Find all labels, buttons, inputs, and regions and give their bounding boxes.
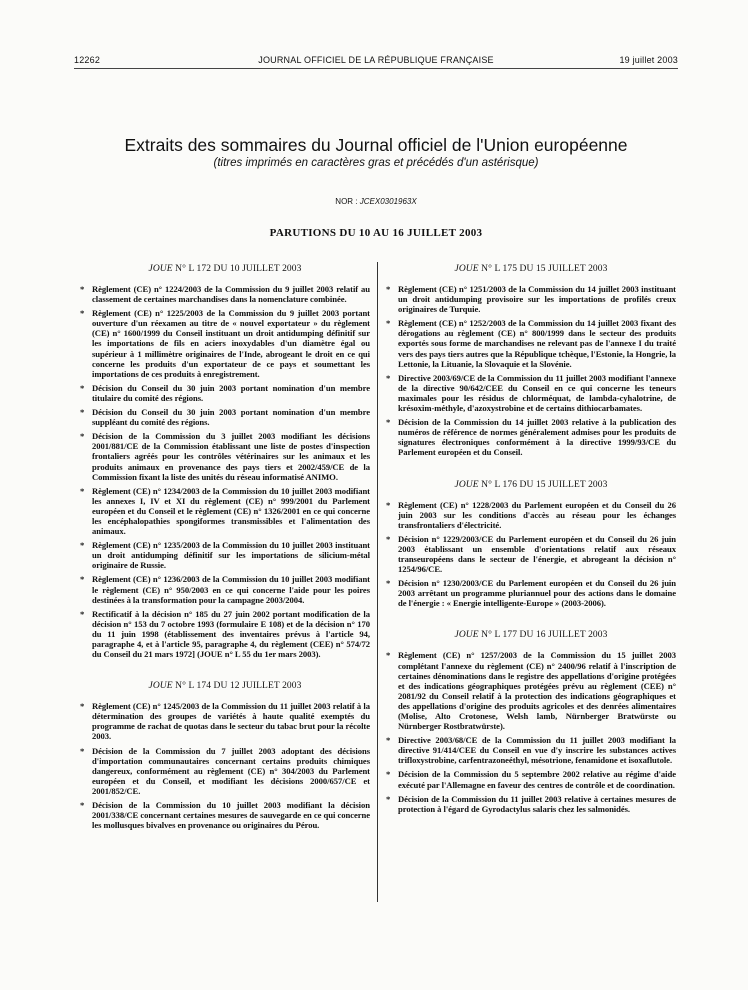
issue-journal: JOUE xyxy=(454,264,479,274)
summary-entry xyxy=(80,701,370,741)
entry-text: Directive 2003/69/CE de la Commission du 11 juillet 2003 modifiant l'annexe de la directive 90/642/CEE du Conseil en ce qui concerne les teneurs maximales pour les résidus de chlorméquat, de lambda-cyhalotrine, de krésoxim-méthyle, d'azoxystrobine et de certains dithiocarbamates. xyxy=(398,372,676,414)
asterisk-marker: * xyxy=(386,735,391,746)
entry-text: Règlement (CE) n° 1225/2003 de la Commission du 9 juillet 2003 portant ouverture d'un réexamen au titre de « nouvel exportateur » du règlement (CE) n° 1600/1999 du Conseil instituant un droit antidumping définitif sur les importations de fils en aciers inoxydables d'un diamètre égal ou supérieur à 1 millimètre originaires de l'Inde, abrogeant le droit en ce qui concerne les produits d'un exportateur de ce pays et soumettant les importations de ces produits à enregistrement. xyxy=(92,308,370,379)
entry-text: Règlement (CE) n° 1234/2003 de la Commission du 10 juillet 2003 modifiant les annexes I, IV et XI du règlement (CE) n° 999/2001 du Parlement européen et du Conseil et le règlement (CE) n° 1326/2001 en ce qui concerne les encéphalopathies spongiformes transmissibles et l'alimentation des animaux. xyxy=(92,485,370,537)
header-rule xyxy=(74,68,678,69)
left-column xyxy=(80,258,370,834)
running-header xyxy=(74,55,678,69)
summary-entry xyxy=(80,800,370,830)
entry-text: Décision de la Commission du 7 juillet 2003 adoptant des décisions d'importation communautaires concernant certains produits chimiques dangereux, conformément au règlement (CE) n° 304/2003 du Parlement européen et du Conseil, et modifiant les décisions 2000/657/CE et 2001/852/CE. xyxy=(92,745,370,796)
asterisk-marker: * xyxy=(386,578,391,589)
entry-text: Règlement (CE) n° 1235/2003 de la Commission du 10 juillet 2003 instituant un droit antidumping définitif sur les importations de silicium-métal originaire de Russie. xyxy=(92,540,370,571)
issue-number-date: N° L 172 DU 10 JUILLET 2003 xyxy=(175,264,302,274)
asterisk-marker: * xyxy=(386,417,391,428)
entry-text: Règlement (CE) n° 1236/2003 de la Commission du 10 juillet 2003 modifiant le règlement (CE) n° 950/2003 en ce qui concerne l'aide pour les poires destinées à la transformation pour la campagne 2003/2004. xyxy=(92,574,370,605)
issue-number-date: N° L 175 DU 15 JUILLET 2003 xyxy=(481,264,608,274)
section-gap xyxy=(386,612,676,624)
entry-text: Règlement (CE) n° 1245/2003 de la Commission du 11 juillet 2003 relatif à la détermination des groupes de variétés à haute qualité exemptés du programme de rachat de quotas dans le secteur du tabac brut pour la récolte 2003. xyxy=(92,701,370,742)
entry-text: Décision n° 1230/2003/CE du Parlement européen et du Conseil du 26 juin 2003 arrêtant un programme pluriannuel pour des actions dans le domaine de l'énergie : « Energie intelligente-Europe » (2003-2006). xyxy=(398,578,676,609)
asterisk-marker: * xyxy=(80,382,85,393)
summary-entry xyxy=(386,794,676,814)
entry-text: Décision de la Commission du 10 juillet 2003 modifiant la décision 2001/338/CE concernant certaines mesures de sauvegarde en ce qui concerne les mollusques bivalves en provenance ou originaires du Pérou. xyxy=(92,800,370,831)
summary-entry xyxy=(386,735,676,765)
asterisk-marker: * xyxy=(80,574,85,585)
nor-code: JCEX0301963X xyxy=(359,197,417,206)
asterisk-marker: * xyxy=(80,308,85,319)
issue-heading xyxy=(80,264,370,274)
journal-name: JOURNAL OFFICIEL DE LA RÉPUBLIQUE FRANÇAISE xyxy=(258,55,494,65)
issue-heading xyxy=(80,681,370,691)
issue-journal: JOUE xyxy=(148,681,173,692)
issue-heading xyxy=(386,630,676,640)
summary-entry xyxy=(80,746,370,796)
asterisk-marker: * xyxy=(80,745,85,756)
asterisk-marker: * xyxy=(80,540,85,551)
issue-number-date: N° L 177 DU 16 JUILLET 2003 xyxy=(481,630,608,641)
entry-text: Décision de la Commission du 5 septembre 2002 relative au régime d'aide exécuté par l'Allemagne en faveur des centres de contrôle et de coordination. xyxy=(398,769,676,790)
issue-journal: JOUE xyxy=(454,479,479,490)
summary-entry xyxy=(80,284,370,304)
entry-text: Décision de la Commission du 14 juillet 2003 relative à la publication des numéros de référence de normes généralement admises pour les produits de signatures électroniques conformément à la directive 1999/93/CE du Parlement européen et du Conseil. xyxy=(398,417,676,458)
section-gap xyxy=(80,663,370,675)
entry-text: Décision n° 1229/2003/CE du Parlement européen et du Conseil du 26 juin 2003 établissant un ensemble d'orientations relatif aux réseaux transeuropéens dans le secteur de l'énergie, et abrogeant la décision n° 1254/96/CE. xyxy=(398,533,676,575)
page-subtitle: (titres imprimés en caractères gras et précédés d'un astérisque) xyxy=(213,157,539,169)
summary-entry xyxy=(80,383,370,403)
summary-entry xyxy=(386,417,676,457)
issue-journal: JOUE xyxy=(148,264,173,274)
summary-entry xyxy=(80,308,370,379)
entry-text: Décision du Conseil du 30 juin 2003 portant nomination d'un membre suppléant du comité des régions. xyxy=(92,407,370,428)
summary-entry xyxy=(386,650,676,731)
nor-reference xyxy=(74,197,678,206)
summary-entry xyxy=(80,407,370,427)
asterisk-marker: * xyxy=(80,284,85,294)
asterisk-marker: * xyxy=(386,284,391,294)
entry-text: Directive 2003/68/CE de la Commission du 11 juillet 2003 modifiant la directive 91/414/CEE du Conseil en vue d'y inscrire les substances actives trifloxystrobine, carfentrazoneéthyl, mésotrione, fenamidone et isoxaflutole. xyxy=(398,735,676,766)
page-number: 12262 xyxy=(74,55,101,65)
entry-text: Décision de la Commission du 11 juillet 2003 relative à certaines mesures de protection à l'égard de Gyrodactylus salaris chez les salmonidés. xyxy=(398,793,676,814)
summary-entry xyxy=(80,431,370,481)
summary-entry xyxy=(386,769,676,789)
entry-text: Règlement (CE) n° 1228/2003 du Parlement européen et du Conseil du 26 juin 2003 sur les conditions d'accès au réseau pour les échanges transfrontaliers d'électricité. xyxy=(398,499,676,530)
asterisk-marker: * xyxy=(386,769,391,780)
issue-journal: JOUE xyxy=(454,630,479,641)
issue-heading xyxy=(386,264,676,274)
entry-text: Rectificatif à la décision n° 185 du 27 juin 2002 portant modification de la décision n° 153 du 7 octobre 1993 (formulaire E 108) et de la décision n° 170 du 11 juin 1998 (établissement des inventaires prévus à l'article 94, paragraphe 4, et à l'article 95, paragraphe 4, du règlement (CEE) n° 574/72 du Conseil du 21 mars 1972] (JOUE n° L 55 du 1er mars 2003). xyxy=(92,608,370,660)
asterisk-marker: * xyxy=(386,533,391,544)
column-divider xyxy=(377,262,378,902)
asterisk-marker: * xyxy=(386,650,391,661)
section-heading: PARUTIONS DU 10 AU 16 JUILLET 2003 xyxy=(269,227,483,239)
entry-text: Règlement (CE) n° 1257/2003 de la Commission du 15 juillet 2003 complétant l'annexe du règlement (CE) n° 2400/96 relatif à l'inscription de certaines dénominations dans le registre des appellations d'origine protégées et des indications géographiques protégées prévu au règlement (CEE) n° 2081/92 du Conseil relatif à la protection des indications géographiques et des appellations d'origine des produits agricoles et des denrées alimentaires (Molise, Alto Crotonese, Welsh lamb, Nürnberger Bratwürste ou Nürnberger Rostbratwürste). xyxy=(398,650,676,732)
right-column xyxy=(386,258,676,818)
entry-text: Règlement (CE) n° 1224/2003 de la Commission du 9 juillet 2003 relatif au classement de certaines marchandises dans la nomenclature combinée. xyxy=(92,284,370,305)
summary-entry xyxy=(80,540,370,570)
summary-entry xyxy=(386,500,676,530)
asterisk-marker: * xyxy=(386,318,391,329)
summary-entry xyxy=(386,534,676,574)
summary-entry xyxy=(386,318,676,368)
header-date: 19 juillet 2003 xyxy=(619,55,678,65)
entry-text: Règlement (CE) n° 1251/2003 de la Commission du 14 juillet 2003 instituant un droit antidumping provisoire sur les importations de profilés creux originaires de Turquie. xyxy=(398,284,676,315)
entry-text: Décision du Conseil du 30 juin 2003 portant nomination d'un membre titulaire du comité des régions. xyxy=(92,382,370,403)
nor-label: NOR : xyxy=(335,197,358,206)
summary-entry xyxy=(386,578,676,608)
entry-text: Règlement (CE) n° 1252/2003 de la Commission du 14 juillet 2003 fixant des dérogations au règlement (CE) n° 800/1999 dans le secteur des produits exportés sous forme de marchandises ne relevant pas de l'annexe I du traité vers des pays tiers autres que la République tchèque, l'Estonie, la Hongrie, la Lettonie, la Lituanie, la Slovaquie et la Slovénie. xyxy=(398,318,676,369)
summary-entry xyxy=(80,609,370,659)
asterisk-marker: * xyxy=(80,407,85,418)
issue-number-date: N° L 174 DU 12 JUILLET 2003 xyxy=(175,681,302,692)
asterisk-marker: * xyxy=(80,800,85,811)
asterisk-marker: * xyxy=(80,701,85,712)
summary-entry xyxy=(80,574,370,604)
issue-number-date: N° L 176 DU 15 JUILLET 2003 xyxy=(481,479,608,490)
asterisk-marker: * xyxy=(80,485,85,496)
asterisk-marker: * xyxy=(386,372,391,383)
asterisk-marker: * xyxy=(386,793,391,804)
asterisk-marker: * xyxy=(80,608,85,619)
issue-heading xyxy=(386,480,676,490)
summary-entry xyxy=(386,284,676,314)
page-title: Extraits des sommaires du Journal officiel de l'Union européenne xyxy=(124,135,628,155)
summary-entry xyxy=(80,486,370,536)
summary-entry xyxy=(386,373,676,413)
asterisk-marker: * xyxy=(386,499,391,510)
asterisk-marker: * xyxy=(80,431,85,442)
section-gap xyxy=(386,462,676,474)
entry-text: Décision de la Commission du 3 juillet 2003 modifiant les décisions 2001/881/CE de la Commission établissant une liste de postes d'inspection frontaliers agréés pour les contrôles vétérinaires sur les animaux et les produits animaux en provenance des pays tiers et 2002/459/CE de la Commission fixant la liste des unités du réseau informatisé ANIMO. xyxy=(92,431,370,482)
